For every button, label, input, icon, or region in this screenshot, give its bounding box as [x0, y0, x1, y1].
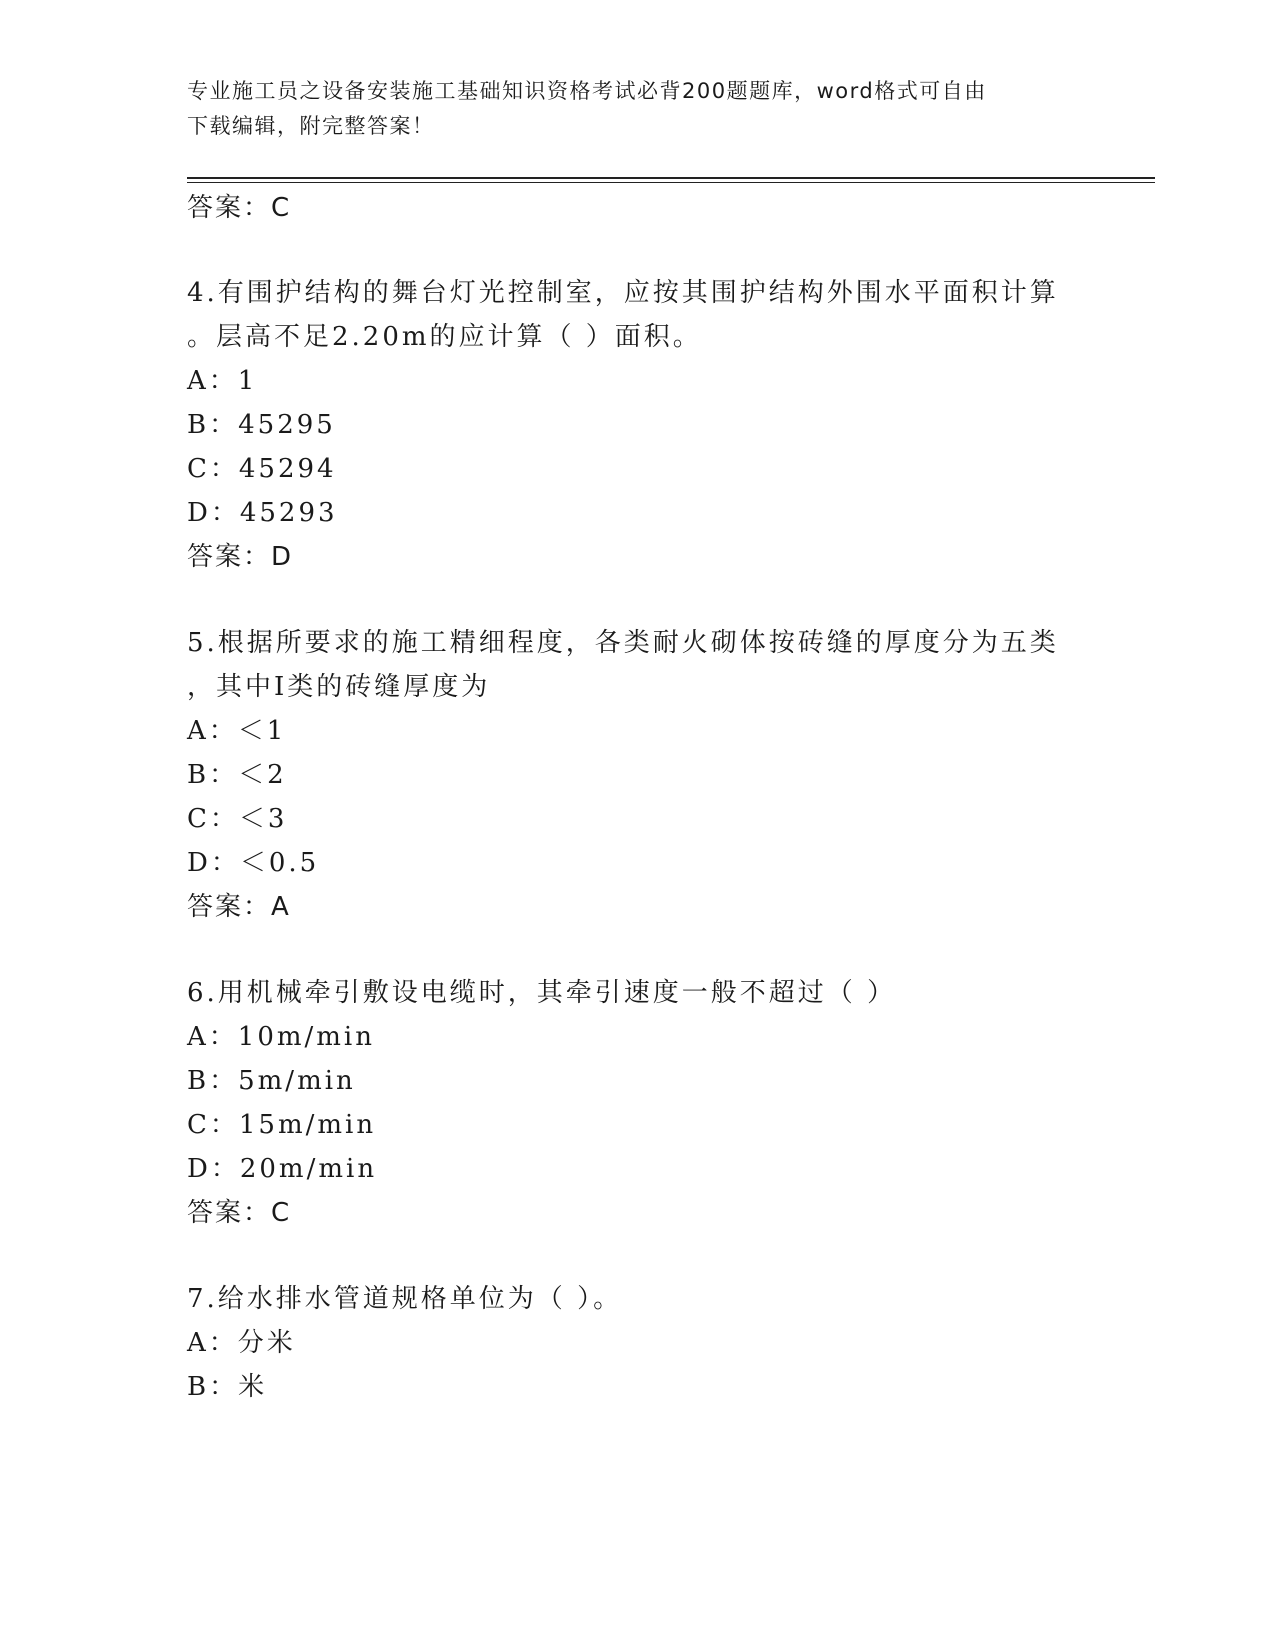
header-divider-thick [187, 177, 1155, 179]
question-6-option-b: B：5m/min [187, 1066, 356, 1096]
question-7-option-b: B：米 [187, 1372, 268, 1402]
header-title-line-2: 下载编辑，附完整答案！ [187, 114, 435, 138]
question-6-option-d: D：20m/min [187, 1154, 378, 1184]
question-5-stem-line-2: ，其中I类的砖缝厚度为 [187, 672, 491, 702]
question-7-option-a: A：分米 [187, 1328, 296, 1358]
header-title-line-1: 专业施工员之设备安装施工基础知识资格考试必背200题题库，word格式可自由 [187, 79, 987, 103]
question-4-option-d: D：45293 [187, 498, 338, 528]
question-5-option-a: A：＜1 [187, 716, 287, 746]
question-5-option-c: C：＜3 [187, 804, 288, 834]
question-4-stem-line-1: 4.有围护结构的舞台灯光控制室，应按其围护结构外围水平面积计算 [187, 278, 1059, 308]
question-6-option-a: A：10m/min [187, 1022, 375, 1052]
document-header [187, 74, 1077, 144]
question-4-option-a: A：1 [187, 366, 258, 396]
question-5-option-d: D：＜0.5 [187, 848, 320, 878]
question-5-option-b: B：＜2 [187, 760, 287, 790]
question-4-answer: 答案：D [187, 542, 294, 572]
question-4-option-c: C：45294 [187, 454, 337, 484]
question-6-option-c: C：15m/min [187, 1110, 377, 1140]
question-6-stem-line-1: 6.用机械牵引敷设电缆时，其牵引速度一般不超过（ ） [187, 978, 897, 1008]
question-5-answer: 答案：A [187, 892, 291, 922]
question-4-stem-line-2: 。层高不足2.20m的应计算（ ）面积。 [187, 322, 702, 352]
header-divider-thin [187, 182, 1155, 183]
question-7-stem-line-1: 7.给水排水管道规格单位为（ ）。 [187, 1284, 623, 1314]
question-4-option-b: B：45295 [187, 410, 336, 440]
question-6-answer: 答案：C [187, 1198, 292, 1228]
question-5-stem-line-1: 5.根据所要求的施工精细程度，各类耐火砌体按砖缝的厚度分为五类 [187, 628, 1059, 658]
previous-answer: 答案：C [187, 193, 292, 223]
